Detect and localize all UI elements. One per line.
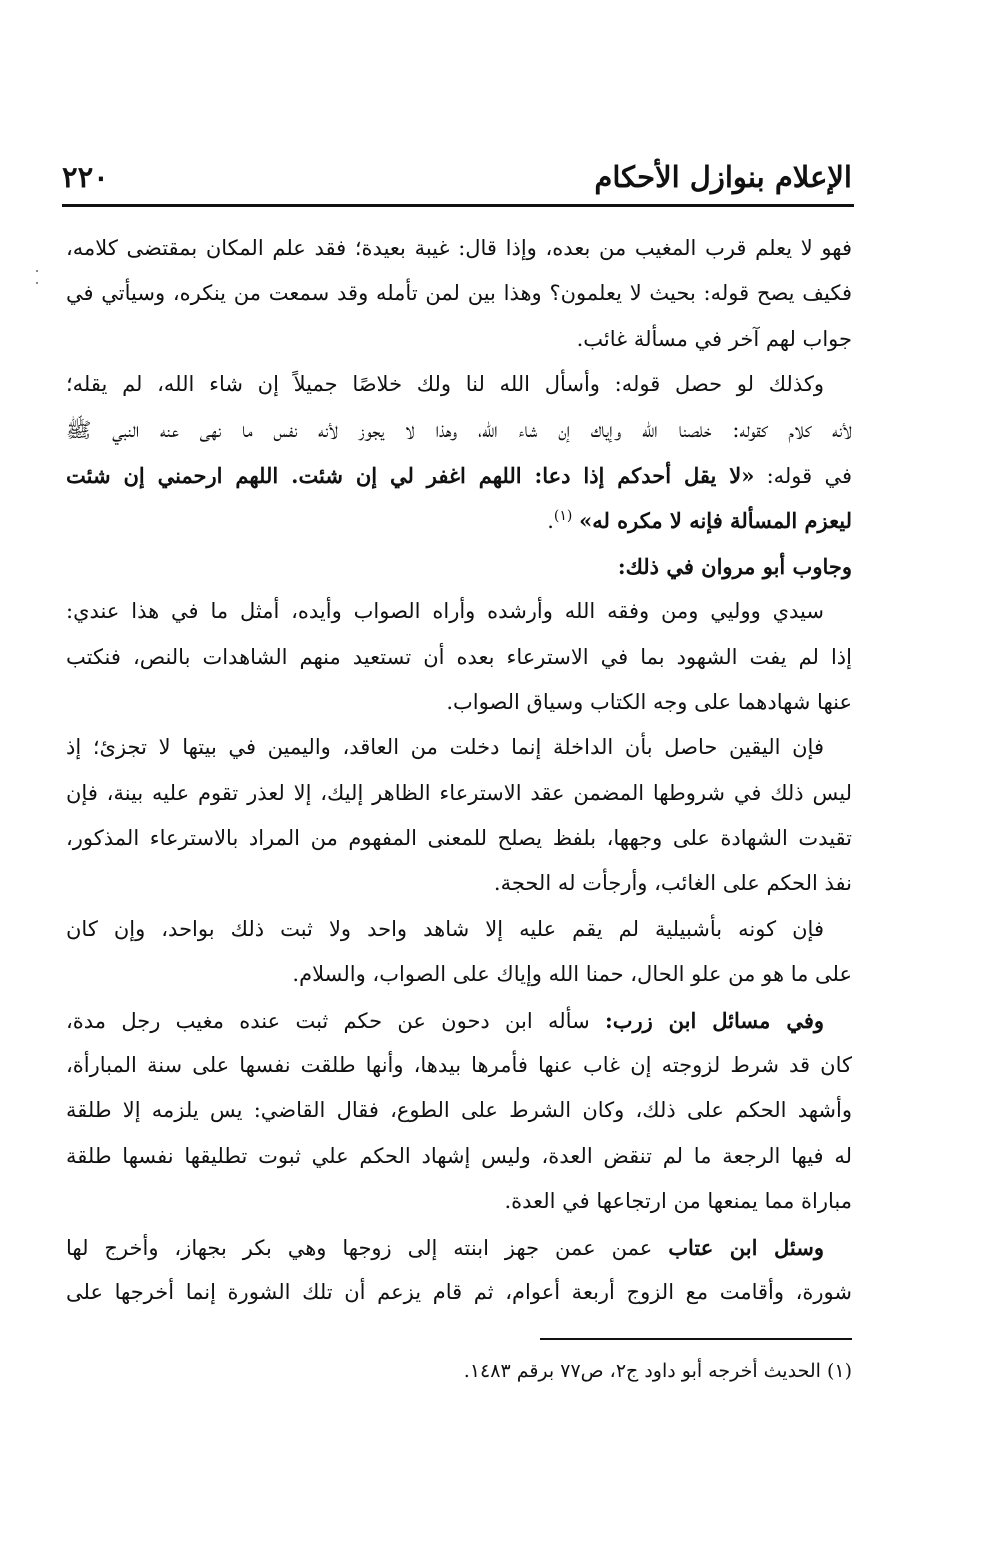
page-body [66, 226, 852, 1315]
text-line: فإن اليقين حاصل بأن الداخلة إنما دخلت من العاقد، واليمين في بيتها لا تجزئ؛ إذ [66, 735, 824, 760]
lead-bold: وفي مسائل ابن زرب: [604, 1007, 824, 1033]
text-line: وكذلك لو حصل قوله: وأسأل الله لنا ولك خلاصًا جميلاً إن شاء الله، لم يقله؛ [66, 372, 824, 397]
text-run: . [547, 509, 554, 534]
footnote: (١) الحديث أخرجه أبو داود ج٢، ص٧٧ برقم ١٤٨٣. [463, 1360, 852, 1382]
margin-speck [36, 270, 38, 272]
hadith-quote: «لا يقل أحدكم إذا دعا: اللهم اغفر لي إن شئت. اللهم ارحمني إن شئت [66, 462, 755, 488]
text-line [66, 498, 852, 543]
text-line: جواب لهم آخر في مسألة غائب. [576, 326, 852, 351]
text-run: سأله ابن دحون عن حكم ثبت عنده مغيب رجل مدة، [66, 1008, 605, 1033]
text-line: إذا لم يفت الشهود بما في الاسترعاء بعده أن تستعيد منهم الشاهدات بالنص، فنكتب [66, 644, 852, 669]
text-line: له فيها الرجعة ما لم تنقض العدة، وليس إشهاد الحكم علي ثبوت تطليقها نفسها طلقة [66, 1143, 852, 1168]
footnote-marker: (١) [553, 508, 573, 525]
text-line: فإن كونه بأشبيلية لم يقم عليه إلا شاهد واحد ولا ثبت ذلك بواحد، وإن كان [66, 916, 824, 941]
text-line: تقيدت الشهادة على وجهها، بلفظ يصلح للمعنى المفهوم من المراد بالاسترعاء المذكور، [66, 826, 852, 851]
page-header [62, 160, 852, 202]
text-line: نفذ الحكم على الغائب، وأرجأت له الحجة. [493, 871, 852, 896]
text-line: شورة، وأقامت مع الزوج أربعة أعوام، ثم قام يزعم أن تلك الشورة إنما أخرجها على [66, 1279, 852, 1304]
text-line: وأشهد الحكم على ذلك، وكان الشرط على الطوع، فقال القاضي: يس يلزمه إلا طلقة [66, 1098, 852, 1123]
text-run: في قوله: [754, 463, 852, 488]
text-line [66, 998, 852, 1043]
text-line [66, 1225, 852, 1270]
margin-speck [36, 282, 38, 284]
text-line: لأنه كلام كقوله: خلصنا الله وإياك إن شاء الله، وهذا لا يجوز لأنه نفس ما نهى عنه النبي ﷺ [66, 417, 852, 442]
text-line: سيدي ووليي ومن وفقه الله وأرشده وأراه الصواب وأيده، أمثل ما في هذا عندي: [66, 599, 824, 624]
text-line [66, 453, 852, 498]
text-line: ليس ذلك في شروطها المضمن عقد الاسترعاء الظاهر إليك، إلا لعذر تقوم عليه بينة، فإن [66, 780, 852, 805]
text-line: عنها شهادهما على وجه الكتاب وسياق الصواب. [446, 689, 852, 714]
hadith-quote: ليعزم المسألة فإنه لا مكره له» [579, 508, 852, 534]
section-heading: وجاوب أبو مروان في ذلك: [617, 553, 852, 579]
text-line: فهو لا يعلم قرب المغيب من بعده، وإذا قال: غيبة بعيدة؛ فقد علم المكان بمقتضى كلامه، [66, 236, 852, 260]
footnote-rule [540, 1338, 852, 1340]
header-rule [62, 204, 854, 207]
lead-bold: وسئل ابن عتاب [668, 1234, 824, 1260]
text-line: كان قد شرط لزوجته إن غاب عنها فأمرها بيدها، وأنها طلقت نفسها على سنة المبارأة، [66, 1053, 852, 1078]
book-title: الإعلام بنوازل الأحكام [594, 160, 852, 194]
text-run: عمن عمن جهز ابنته إلى زوجها وهي بكر بجهاز، وأخرج لها [66, 1235, 669, 1260]
text-line: مباراة مما يمنعها من ارتجاعها في العدة. [504, 1189, 852, 1214]
page-number: ٢٢٠ [62, 160, 109, 194]
text-line: فكيف يصح قوله: بحيث لا يعلمون؟ وهذا بين لمن تأمله وقد سمعت من ينكره، وسيأتي في [66, 281, 852, 306]
text-line: على ما هو من علو الحال، حمنا الله وإياك على الصواب، والسلام. [292, 962, 852, 987]
